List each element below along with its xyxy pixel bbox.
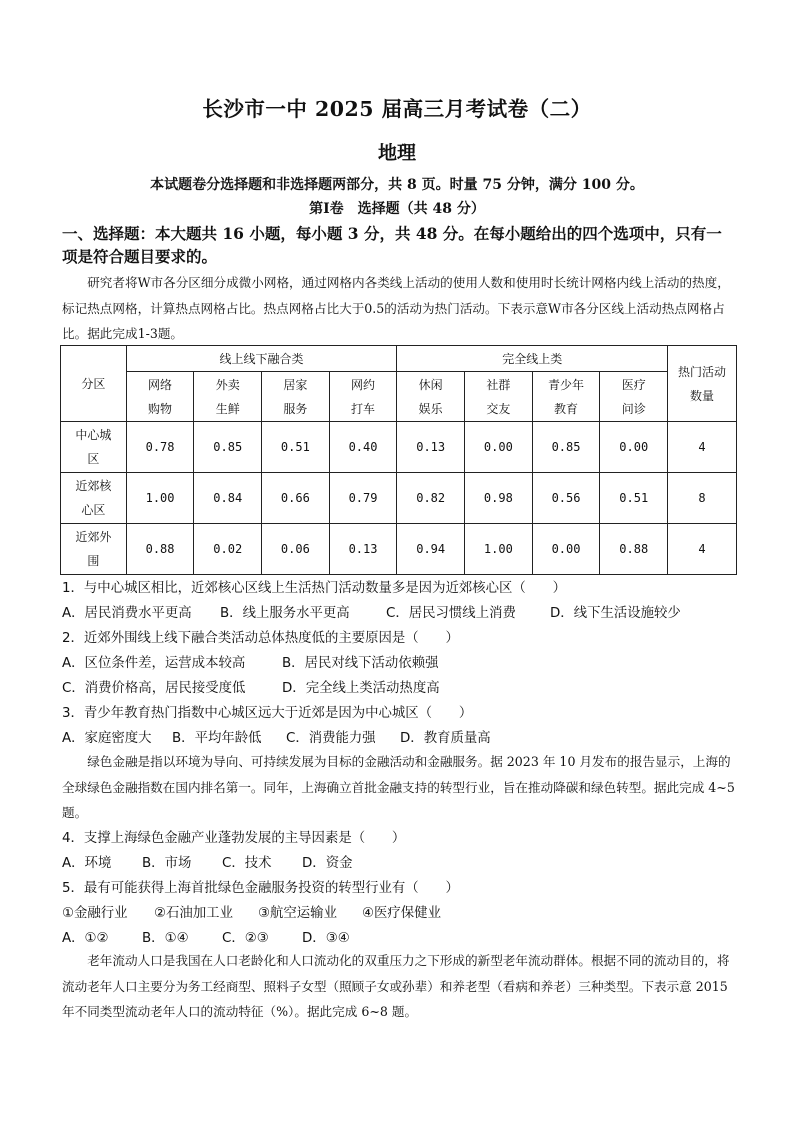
option-a: A．环境 bbox=[62, 856, 112, 871]
table-cell: 1.00 bbox=[126, 473, 194, 524]
district-label: 中心城区 bbox=[75, 428, 112, 466]
question-3: 3．青少年教育热门指数中心城区远大于近郊是因为中心城区（ ） bbox=[62, 706, 473, 721]
table-cell: 0.56 bbox=[532, 473, 600, 524]
table-cell: 0.94 bbox=[397, 524, 465, 575]
question-2: 2．近郊外围线上线下融合类活动总体热度低的主要原因是（ ） bbox=[62, 631, 459, 646]
item-4: ④医疗保健业 bbox=[362, 906, 441, 921]
option-c: C．消费能力强 bbox=[286, 731, 376, 746]
header-hot-count-label: 热门活动数量 bbox=[678, 364, 727, 403]
table-cell: 0.51 bbox=[262, 422, 330, 473]
question-5-options bbox=[62, 927, 350, 946]
option-a: A．①② bbox=[62, 931, 109, 946]
row-district bbox=[61, 524, 127, 575]
table-cell: 0.85 bbox=[194, 422, 262, 473]
item-3: ③航空运输业 bbox=[258, 906, 337, 921]
table-cell: 0.98 bbox=[465, 473, 533, 524]
table-cell: 0.66 bbox=[262, 473, 330, 524]
table-row bbox=[61, 422, 737, 473]
header-category bbox=[194, 372, 262, 422]
option-d: D．资金 bbox=[302, 856, 353, 871]
header-category bbox=[465, 372, 533, 422]
section-heading-line2: 项是符合题目要求的。 bbox=[62, 247, 218, 266]
question-2-options-row2 bbox=[62, 677, 440, 696]
table-cell: 0.02 bbox=[194, 524, 262, 575]
intro-passage-2: 绿色金融是指以环境为导向、可持续发展为目标的金融活动和金融服务。据 2023 年 10 月发布的报告显示，上海的全球绿色金融指数在国内排名第一。同年，上海确立首批金融支持的转型行业，旨在推动降碳和绿色转型。据此完成 4~5 题。 bbox=[62, 754, 735, 820]
question-1: 1．与中心城区相比，近郊核心区线上生活热门活动数量多是因为近郊核心区（ ） bbox=[62, 581, 566, 596]
option-c: C．居民习惯线上消费 bbox=[386, 606, 516, 621]
option-b: B．平均年龄低 bbox=[172, 731, 262, 746]
table-cell: 0.13 bbox=[397, 422, 465, 473]
hot-count-cell: 4 bbox=[668, 422, 737, 473]
table-cell: 0.84 bbox=[194, 473, 262, 524]
district-label: 近郊核心区 bbox=[75, 479, 112, 517]
category-label: 医疗问诊 bbox=[621, 377, 646, 416]
question-1-options bbox=[62, 602, 681, 621]
header-category bbox=[600, 372, 668, 422]
header-category bbox=[397, 372, 465, 422]
question-3-options bbox=[62, 727, 491, 746]
table-cell: 0.00 bbox=[532, 524, 600, 575]
header-hot-count bbox=[668, 346, 737, 422]
table-row bbox=[61, 473, 737, 524]
table-cell: 0.88 bbox=[126, 524, 194, 575]
category-label: 网络购物 bbox=[148, 377, 173, 416]
question-2-options-row1 bbox=[62, 652, 438, 671]
row-district bbox=[61, 473, 127, 524]
intro-passage-3: 老年流动人口是我国在人口老龄化和人口流动化的双重压力之下形成的新型老年流动群体。根据不同的流动目的，将流动老年人口主要分为务工经商型、照料子女型（照顾子女或孙辈）和养老型（看病和养老）三种类型。下表示意 2015 年不同类型流动老年人口的流动特征（%）。据此完成 6~8 题。 bbox=[62, 953, 730, 1019]
option-c: C．②③ bbox=[222, 931, 269, 946]
question-5-items bbox=[62, 902, 441, 921]
category-label: 社群交友 bbox=[486, 377, 511, 416]
option-b: B．①④ bbox=[142, 931, 189, 946]
table-cell: 0.78 bbox=[126, 422, 194, 473]
option-a: A．居民消费水平更高 bbox=[62, 606, 192, 621]
option-d: D．完全线上类活动热度高 bbox=[282, 681, 440, 696]
table-cell: 0.79 bbox=[329, 473, 397, 524]
option-b: B．市场 bbox=[142, 856, 192, 871]
item-2: ②石油加工业 bbox=[154, 906, 233, 921]
intro-passage-1: 研究者将W市各分区细分成微小网格，通过网格内各类线上活动的使用人数和使用时长统计网格内线上活动的热度，标记热点网格，计算热点网格占比。热点网格占比大于0.5的活动为热门活动。下表示意W市各分区线上活动热点网格占比。据此完成1-3题。 bbox=[62, 275, 730, 341]
section-heading-line1: 一、选择题：本大题共 16 小题，每小题 3 分，共 48 分。在每小题给出的四个选项中，只有一 bbox=[62, 224, 722, 243]
category-label: 居家服务 bbox=[283, 377, 308, 416]
header-group-mixed: 线上线下融合类 bbox=[126, 346, 397, 372]
exam-title: 长沙市一中 2025 届高三月考试卷（二） bbox=[202, 97, 592, 121]
option-a: A．区位条件差，运营成本较高 bbox=[62, 656, 246, 671]
table-cell: 0.40 bbox=[329, 422, 397, 473]
header-category bbox=[329, 372, 397, 422]
option-b: B．居民对线下活动依赖强 bbox=[282, 656, 439, 671]
option-b: B．线上服务水平更高 bbox=[220, 606, 350, 621]
exam-description: 本试题卷分选择题和非选择题两部分，共 8 页。时量 75 分钟，满分 100 分。 bbox=[150, 177, 644, 193]
question-5: 5．最有可能获得上海首批绿色金融服务投资的转型行业有（ ） bbox=[62, 881, 459, 896]
question-4: 4．支撑上海绿色金融产业蓬勃发展的主导因素是（ ） bbox=[62, 831, 406, 846]
row-district bbox=[61, 422, 127, 473]
table-cell: 0.13 bbox=[329, 524, 397, 575]
item-1: ①金融行业 bbox=[62, 906, 128, 921]
district-label: 近郊外围 bbox=[75, 530, 112, 568]
header-category bbox=[262, 372, 330, 422]
hot-count-cell: 4 bbox=[668, 524, 737, 575]
hot-grid-table bbox=[60, 345, 737, 575]
option-d: D．教育质量高 bbox=[400, 731, 491, 746]
table-cell: 0.85 bbox=[532, 422, 600, 473]
category-label: 休闲娱乐 bbox=[418, 377, 443, 416]
category-label: 外卖生鲜 bbox=[215, 377, 240, 416]
table-row bbox=[61, 524, 737, 575]
table-cell: 0.82 bbox=[397, 473, 465, 524]
option-c: C．技术 bbox=[222, 856, 272, 871]
option-c: C．消费价格高，居民接受度低 bbox=[62, 681, 246, 696]
question-4-options bbox=[62, 852, 352, 871]
option-d: D．③④ bbox=[302, 931, 350, 946]
header-group-online: 完全线上类 bbox=[397, 346, 668, 372]
hot-count-cell: 8 bbox=[668, 473, 737, 524]
table-cell: 0.06 bbox=[262, 524, 330, 575]
part-heading: 第Ⅰ卷 选择题（共 48 分） bbox=[309, 201, 485, 217]
table-cell: 0.51 bbox=[600, 473, 668, 524]
table-cell: 1.00 bbox=[465, 524, 533, 575]
header-category bbox=[126, 372, 194, 422]
category-label: 网约打车 bbox=[351, 377, 376, 416]
category-label: 青少年教育 bbox=[548, 377, 585, 416]
option-d: D．线下生活设施较少 bbox=[550, 606, 681, 621]
subject-title: 地理 bbox=[377, 142, 416, 164]
option-a: A．家庭密度大 bbox=[62, 731, 152, 746]
table-cell: 0.88 bbox=[600, 524, 668, 575]
header-category bbox=[532, 372, 600, 422]
header-district: 分区 bbox=[61, 346, 127, 422]
table-cell: 0.00 bbox=[600, 422, 668, 473]
table-cell: 0.00 bbox=[465, 422, 533, 473]
